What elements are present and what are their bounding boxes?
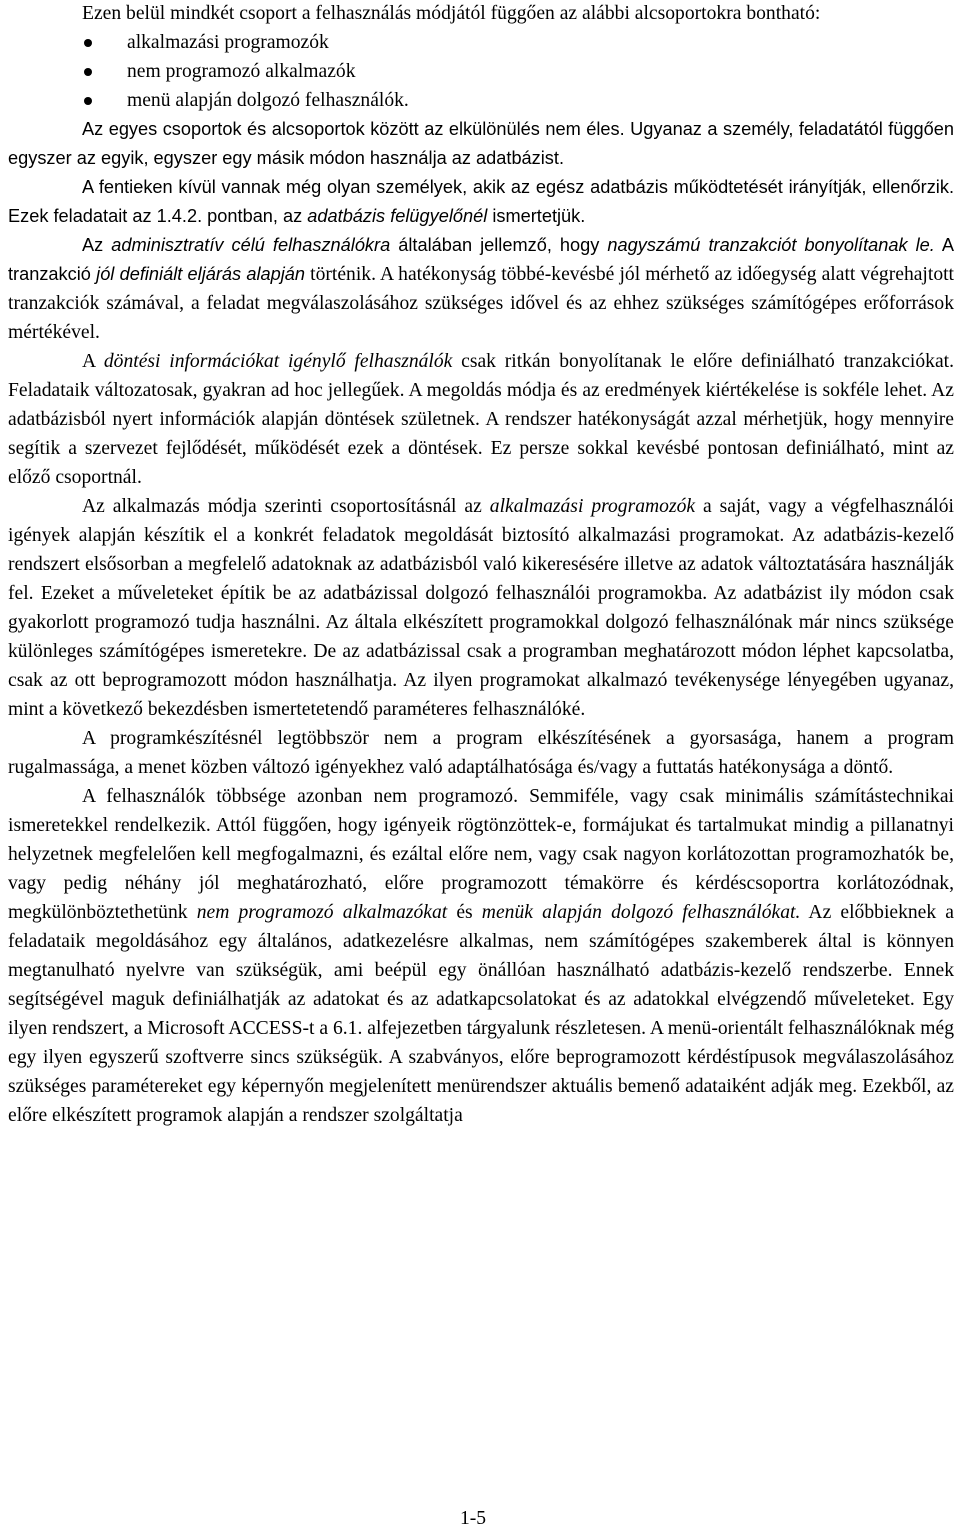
document-page: [8, 0, 954, 1530]
page-number: 1-5: [459, 1508, 487, 1529]
bullet-icon: [84, 97, 92, 105]
paragraph-program-development: A programkészítésnél legtöbbször nem a program elkészítésének a gyorsasága, hanem a program rugalmassága, a menet közben változó igényekhez való adaptálhatósága és/vagy a futtatás hatékonysága a döntő.: [8, 728, 954, 778]
paragraph-administrative-users: Az adminisztratív célú felhasználókra általában jellemző, hogy nagyszámú tranzakciót bonyolítanak le. A tranzakció jól definiált eljárás alapján történik. A hatékonyság többé-kevésbé jól mérhető az időegység alatt végrehajtott tranzakciók számával, a feladat megválaszolásához szükséges idővel és az ehhez szükséges számítógépes erőforrások mértékével.: [8, 235, 955, 343]
paragraph-supervisors: A fentieken kívül vannak még olyan személyek, akik az egész adatbázis működtetését irányítják, ellenőrzik. Ezek feladatait az 1.4.2. pontban, az adatbázis felügyelőnél ismertetjük.: [8, 177, 954, 226]
intro-paragraph: Ezen belül mindkét csoport a felhasználás módjától függően az alábbi alcsoportokra bontható:: [82, 3, 821, 24]
paragraph-decision-users: A döntési információkat igénylő felhasználók csak ritkán bonyolítanak le előre definiálható tranzakciókat. Feladataik változatosak, gyakran ad hoc jellegűek. A megoldás módja és az eredmények kiértékelése is sokféle lehet. Az adatbázisból nyert információk alapján döntések születnek. A rendszer hatékonyságát azzal mérhetjük, hogy mennyire segítik a szervezet fejlődését, működését ezek a döntések. Ez persze sokkal kevésbé pontosan definiálható, mint az előző csoportnál.: [8, 351, 954, 488]
bullet-icon: [84, 39, 92, 47]
bullet-list: [8, 28, 954, 115]
paragraph-overlap: Az egyes csoportok és alcsoportok között az elkülönülés nem éles. Ugyanaz a személy, feladatától függően egyszer az egyik, egyszer egy másik módon használja az adatbázist.: [8, 119, 954, 168]
bullet-icon: [84, 68, 92, 76]
list-item: alkalmazási programozók: [8, 28, 954, 57]
list-item: nem programozó alkalmazók: [8, 57, 954, 86]
paragraph-application-programmers: Az alkalmazás módja szerinti csoportosításnál az alkalmazási programozók a saját, vagy a végfelhasználói igények alapján készítik el a konkrét feladatok megoldását biztosító alkalmazási programokat. Az adatbázis-kezelő rendszert elsősorban a megfelelő adatoknak az adatbázisból való kikeresésére illetve az adatok változtatására használják fel. Ezeket a műveleteket építik be az adatbázissal dolgozó felhasználói programokba. Az adatbázist ily módon csak gyakorlott programozó tudja használni. Az általa elkészített programokkal dolgozó felhasználónak már nincs szüksége különleges számítógépes ismeretekre. De az adatbázissal csak a programban meghatározott módon léphet kapcsolatba, csak az ott beprogramozott módon használhatja. Az ilyen programokat alkalmazó tevékenysége lényegében ugyanaz, mint a következő bekezdésben ismertetetendő paraméteres felhasználóké.: [8, 496, 954, 720]
paragraph-non-programmers: A felhasználók többsége azonban nem programozó. Semmiféle, vagy csak minimális számítástechnikai ismeretekkel rendelkezik. Attól függően, hogy igényeik rögtönzöttek-e, formájukat és tartalmukat mindig a pillanatnyi helyzetnek megfelelően kell megfogalmazni, és ezáltal előre nem, vagy csak nagyon korlátozottan programozhatók be, vagy pedig néhány jól meghatározható, előre programozott témakörre és kérdéscsoportra korlátozódnak, megkülönböztethetünk nem programozó alkalmazókat és menük alapján dolgozó felhasználókat. Az előbbieknek a feladataik megoldásához egy általános, adatkezelésre alkalmas, nem számítógépes szakemberek által is könnyen megtanulható nyelvre van szükségük, ami beépül egy önállóan használható adatbázis-kezelő rendszerbe. Ennek segítségével maguk definiálhatják az adatokat és az adatkapcsolatokat és az adatokkal elvégzendő műveleteket. Egy ilyen rendszert, a Microsoft ACCESS-t a 6.1. alfejezetben tárgyalunk részletesen. A menü-orientált felhasználóknak még egy ilyen egyszerű szoftverre sincs szükségük. A szabványos, előre beprogramozott kérdéstípusok megválaszolásához szükséges paramétereket egy képernyőn megjelenített menürendszer aktuális bemenő adataiként adják meg. Ezekből, az előre elkészített programok alapján a rendszer szolgáltatja: [8, 786, 955, 1126]
list-item: menü alapján dolgozó felhasználók.: [8, 86, 954, 115]
